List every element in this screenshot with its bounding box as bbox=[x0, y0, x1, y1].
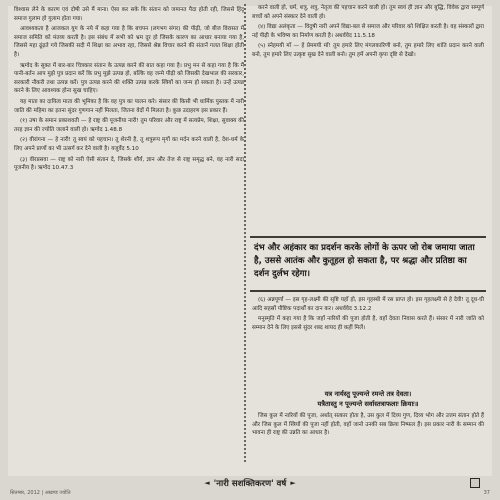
paragraph: ऋग्वेद के सूक्त में बार-बार चित्रकार संतान के उत्पन्न करने की बात कहा गया है। प्रभु मन से कहा गया है कि मैं पानी-बर्तन आप मुझे पुत्र प्रदान करें कि प्रभु मुझे उत्पन्न हो, बल्कि वह जन्मे पीढ़ी को जिसकी देखभाल की सरकार, सरकारी नौकरी तथा उत्पन्न करें। पुत्र उत्पन्न करने की शक्ति उत्पन्न करके स्त्रियों का जन्म हो सकता है। उन्हें उत्पन्न करने के लिए आवश्यक होना सुख चाहिए। bbox=[14, 62, 244, 95]
page-number: 37 bbox=[483, 490, 490, 496]
paragraph: जिस कुल में नारियों की पूजा, अर्थात् सत्कार होता है, उस कुल में दिव्य गुण, दिव्य भोग और उत्तम संतान होते हैं और जिस कुल में स्त्रियों की पूजा नहीं होती, वहाँ जानो उनकी सब क्रिया निष्फल हैं। इस प्रकार नारी के सम्मान की भावना ही राष्ट्र की उन्नति का आधार है। bbox=[252, 413, 484, 437]
paragraph: (४) विद्या अलंकृता — विदुषी नारी अपने विद्या-बल से समाज और परिवार को शिक्षित करती है। वह संस्कारों द्वारा नई पीढ़ी के भविष्य का निर्माण करती है। अथर्ववेद 11.5.18 bbox=[252, 24, 484, 39]
paragraph: (२) वीरांगना — हे नारी! तू स्वयं को पहचान। तू शेरनी है, तू शत्रुरूप मृगों का मर्दन करने वाली है, देश-धर्म के लिए अपने प्राणों का भी उत्सर्ग कर देने वाली है। यजुर्वेद 5.10 bbox=[14, 137, 244, 152]
paragraph: (६) अन्नपूर्णा — इस गृह-लक्ष्मी की सृष्टि यहाँ हो, इस गृहस्थी में रस प्राप्त हो। इस गृहलक्ष्मी से हे देवी! तू दूध-घी आदि सहस्रों पौष्टिक पदार्थों का दान कर। अथर्ववेद 3.12.2 bbox=[252, 297, 484, 312]
right-column-bottom bbox=[252, 412, 484, 464]
sanskrit-verse bbox=[250, 389, 486, 411]
theme-banner bbox=[8, 476, 492, 490]
footer-publication: सितम्बर, 2012 | अखण्ड ज्योति bbox=[10, 490, 71, 496]
paragraph: (१) उषा के समान प्रकाशवती — हे राष्ट्र की पूजनीया नारी! तुम परिवार और राष्ट्र में सत्यप्रेम, शिक्षा, सुवाक्य की तरह ज्ञान की ज्योति जलाने वाली हो। ऋग्वेद 1.48.8 bbox=[14, 118, 244, 133]
right-column-lower bbox=[252, 296, 484, 388]
verse-line: यत्र नार्यस्तु पूज्यन्ते रमन्ते तत्र देवता। bbox=[324, 390, 412, 398]
arrow-left-icon: ◄ bbox=[204, 479, 210, 487]
paragraph: (३) वीरप्रसवा — राष्ट्र को नारी ऐसी संतान दे, जिसके शौर्य, ज्ञान और तेज से राष्ट्र समृद्ध बने, वह नारी सदा पूजनीय है। ऋग्वेद 10.47.3 bbox=[14, 156, 244, 172]
banner-text: 'नारी सशक्तिकरण' वर्ष bbox=[213, 478, 287, 489]
paragraph: (५) स्नेहमयी माँ — हे प्रेममयी माँ! तुम हमारे लिए मंगलकारिणी बनो, तुम हमारे लिए शांति प्रदान करने वाली बनो, तुम हमारे लिए उत्कृष्ट सुख देने वाली बनो। तुम हमें अपनी कृपा दृष्टि से देखो। bbox=[252, 43, 484, 58]
column-divider bbox=[244, 4, 246, 464]
right-column bbox=[252, 4, 484, 232]
page-footer bbox=[10, 490, 490, 500]
verse-line: यत्रैतास्तु न पूज्यन्ते सर्वास्तत्राफलाः क्रियाः॥ bbox=[317, 400, 419, 408]
paragraph: मनुस्मृति में कहा गया है कि जहाँ नारियों की पूजा होती है, वहाँ देवता निवास करते हैं। संसार में नारी जाति को सम्मान देने के लिए इससे सुंदर शब्द शायद ही कहीं मिलें। bbox=[252, 316, 484, 331]
paragraph: करने वाली हो, धर्म, शत्रु, शत्रु, नेतृत्व की पहचान करने वाली हो। तुम स्वयं ही ज्ञान और बुद्धि, विवेक द्वारा सम्पूर्ण बच्चों को अपने संस्कार देने वाली हो। bbox=[252, 5, 484, 20]
end-mark-icon bbox=[470, 478, 480, 488]
paragraph: यह माता का दायित्व माता की भूमिका है कि वह पुत्र का पालन करे। संसार की किसी भी धार्मिक पुस्तक में नारी जाति की महिमा का इतना सुंदर गुणगान नहीं मिलता, जितना वेदों में मिलता है। कुछ उदाहरण इस प्रकार हैं। bbox=[14, 98, 244, 114]
paragraph: आवश्यकता है आजकल युग के नये में कहा गया है कि बचपन (लगभग संगर) की पीढ़ी, जो बीज विरासत में समाज समिति को मंतव्य करती है। इस संबंध में सभी को भ्रम दूर हो जिसके कारण का आधार बनाया गया है, जिससे महा ढूंढ़ते गये जिसकी सदी में शिक्षा का अभाव रहा, जिससे श्रेष्ठ विचार करने की संतानें गलत शिक्षा होती है। bbox=[14, 26, 244, 58]
arrow-right-icon: ► bbox=[290, 479, 296, 487]
pull-quote: दंभ और अहंकार का प्रदर्शन करके लोगों के ऊपर जो रोब जमाया जाता है, उससे आतंक और कुतूहल हो सकता है, पर श्रद्धा और प्रतिष्ठा का दर्शन दुर्लभ रहेगा। bbox=[250, 236, 486, 292]
left-column bbox=[14, 6, 244, 468]
paragraph: विश्वास लेने के कारण एवं दोषी उसे मैं माना। ऐसा कर सके कि संतान को जमानत पैदा होती रही, जिससे हिंदू समाज गुलाम हो गुलाम होता गया। bbox=[14, 7, 244, 22]
